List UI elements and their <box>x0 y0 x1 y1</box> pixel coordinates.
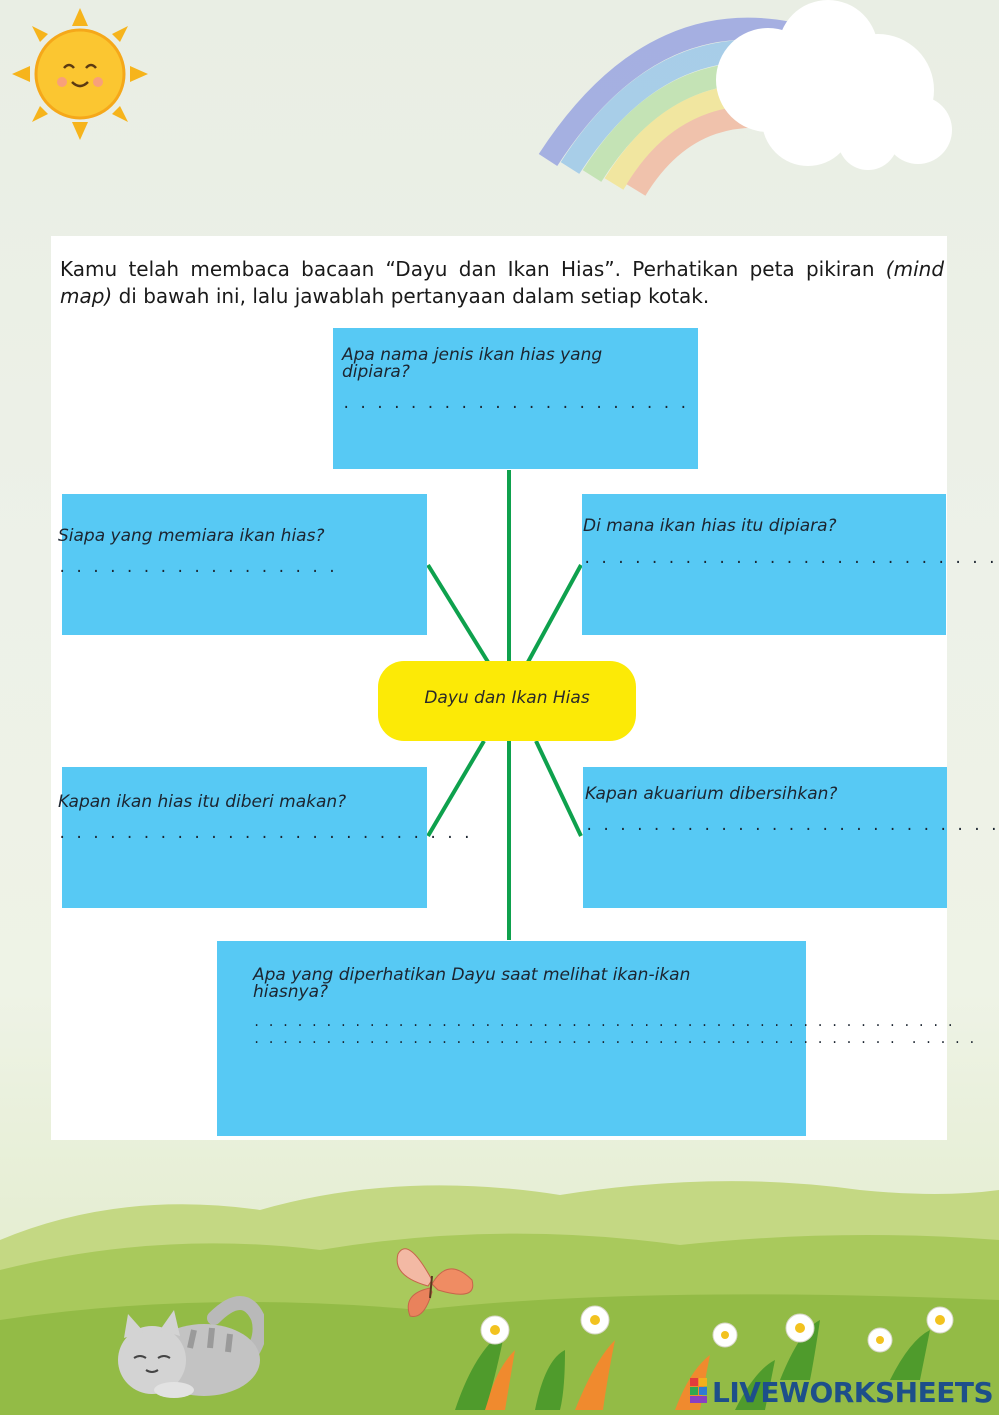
question-upper-right-line1: Di mana ikan hias itu dipiara? <box>583 516 837 536</box>
instructions-part2: di bawah ini, lalu jawablah pertanyaan dalam setiap kotak. <box>112 284 710 308</box>
answer-line-bottom-2[interactable]: . . . . . . . . . . . . . . . . . . . . . . . . . . . . . . . . . . . . . . . . . . . . . . . . . . <box>253 1032 976 1046</box>
question-top-line2: dipiara? <box>342 362 410 382</box>
question-top-line1: Apa nama jenis ikan hias yang <box>342 345 603 365</box>
question-bottom-line1: Apa yang diperhatikan Dayu saat melihat ikan-ikan <box>253 965 691 985</box>
answer-line-lower-right[interactable]: . . . . . . . . . . . . . . . . . . . . . . . . . <box>585 818 999 834</box>
answer-line-bottom-1[interactable]: . . . . . . . . . . . . . . . . . . . . . . . . . . . . . . . . . . . . . . . . . . . . . . . . . <box>253 1015 954 1029</box>
instructions-part1: Kamu telah membaca bacaan “Dayu dan Ikan Hias”. Perhatikan peta pikiran <box>60 257 875 281</box>
question-lower-right-line1: Kapan akuarium dibersihkan? <box>585 784 838 804</box>
liveworksheets-logo-icon <box>690 1378 708 1404</box>
answer-line-upper-right[interactable]: . . . . . . . . . . . . . . . . . . . . . . . . . <box>583 551 997 567</box>
center-topic-label: Dayu dan Ikan Hias <box>424 688 590 708</box>
question-bottom-line2: hiasnya? <box>253 982 329 1002</box>
answer-line-lower-left[interactable]: . . . . . . . . . . . . . . . . . . . . . . . . . <box>58 826 472 842</box>
liveworksheets-logo-text: LIVEWORKSHEETS <box>712 1376 994 1409</box>
question-upper-left-line1: Siapa yang memiara ikan hias? <box>58 526 325 546</box>
instructions-italic: (mind map) <box>60 257 945 308</box>
answer-line-top[interactable]: . . . . . . . . . . . . . . . . . . . . . <box>342 396 688 412</box>
question-lower-left-line1: Kapan ikan hias itu diberi makan? <box>58 792 347 812</box>
answer-line-upper-left[interactable]: . . . . . . . . . . . . . . . . . <box>58 560 337 576</box>
